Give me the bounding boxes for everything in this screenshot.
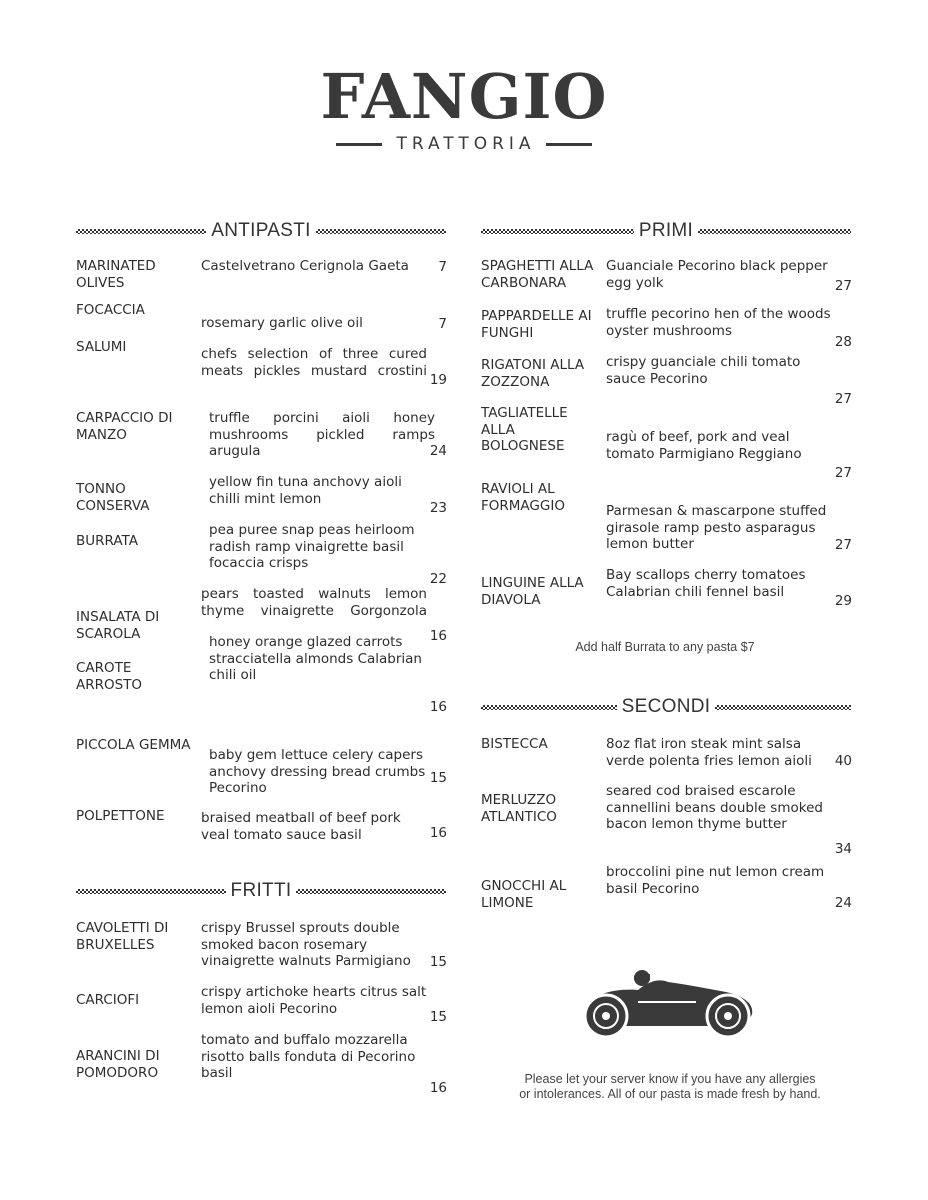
menu-item-description: broccolini pine nut lemon cream basil Pecorino [606, 864, 825, 897]
menu-item-price: 34 [834, 841, 852, 857]
allergy-note-line: Please let your server know if you have any allergies [524, 1072, 816, 1086]
menu-item-description: 8oz flat iron steak mint salsa verde polenta fries lemon aioli [606, 736, 812, 769]
menu-item-name: SPAGHETTI ALLA CARBONARA [481, 258, 594, 291]
menu-item-name: CARPACCIO DI MANZO [76, 410, 173, 443]
section-title: PRIMI [638, 220, 694, 241]
checkered-rule [481, 705, 617, 710]
menu-item-description: baby gem lettuce celery capers anchovy dressing bread crumbs Pecorino [209, 747, 426, 796]
menu-item-name: CAVOLETTI DI BRUXELLES [76, 920, 169, 953]
checkered-rule [76, 229, 206, 234]
menu-item-name: PICCOLA GEMMA [76, 737, 191, 753]
menu-item-price: 29 [834, 593, 852, 609]
menu-item-price: 27 [834, 278, 852, 294]
menu-item-name: SALUMI [76, 339, 127, 355]
brand-subtitle-row [0, 134, 928, 154]
menu-item-name: RAVIOLI AL FORMAGGIO [481, 481, 565, 514]
menu-item-description: crispy Brussel sprouts double smoked bacon rosemary vinaigrette walnuts Parmigiano [201, 920, 411, 969]
menu-item-price: 22 [429, 571, 447, 587]
menu-item-price: 16 [429, 628, 447, 644]
menu-item-description: crispy artichoke hearts citrus salt lemon aioli Pecorino [201, 984, 427, 1017]
menu-item-name: BURRATA [76, 533, 138, 549]
menu-item-description: rosemary garlic olive oil [201, 315, 363, 331]
menu-item-price: 27 [834, 465, 852, 481]
menu-item-description: chefs selection of three cured meats pickles mustard crostini [201, 346, 427, 379]
checkered-rule [76, 889, 226, 894]
menu-item-price: 24 [429, 443, 447, 459]
menu-item-name: CAROTE ARROSTO [76, 660, 143, 693]
section-header-secondi [481, 695, 851, 719]
menu-item-name: GNOCCHI AL LIMONE [481, 878, 567, 911]
checkered-rule [481, 229, 634, 234]
checkered-rule [296, 889, 446, 894]
menu-item-name: TONNO CONSERVA [76, 481, 150, 514]
menu-item-price: 16 [429, 699, 447, 715]
menu-item-name: RIGATONI ALLA ZOZZONA [481, 357, 585, 390]
menu-item-description: pea puree snap peas heirloom radish ramp vinaigrette basil focaccia crisps [209, 522, 415, 571]
section-header-fritti [76, 879, 446, 903]
menu-item-price: 7 [438, 259, 447, 275]
menu-item-price: 27 [834, 537, 852, 553]
section-header-antipasti [76, 219, 446, 243]
pasta-burrata-note: Add half Burrata to any pasta $7 [575, 640, 755, 654]
section-title: ANTIPASTI [211, 220, 311, 241]
menu-item-price: 7 [438, 316, 447, 332]
brand-subtitle: TRATTORIA [396, 134, 536, 154]
menu-item-description: tomato and buffalo mozzarella risotto balls fonduta di Pecorino basil [201, 1032, 416, 1081]
race-car-icon [576, 968, 756, 1042]
menu-item-description: seared cod braised escarole cannellini beans double smoked bacon lemon thyme butter [606, 783, 823, 832]
menu-item-price: 23 [429, 500, 447, 516]
checkered-rule [715, 705, 851, 710]
menu-item-price: 28 [834, 334, 852, 350]
menu-item-description: truffle pecorino hen of the woods oyster mushrooms [606, 306, 831, 339]
menu-item-price: 16 [429, 825, 447, 841]
menu-item-name: FOCACCIA [76, 302, 145, 318]
menu-item-price: 15 [429, 1009, 447, 1025]
menu-item-name: MARINATED OLIVES [76, 258, 156, 291]
checkered-rule [698, 229, 851, 234]
section-title: FRITTI [230, 880, 292, 901]
menu-item-name: MERLUZZO ATLANTICO [481, 792, 557, 825]
menu-item-description: Castelvetrano Cerignola Gaeta [201, 258, 409, 274]
menu-item-description: truffle porcini aioli honey mushrooms pickled ramps arugula [209, 410, 435, 459]
brand-name: FANGIO [320, 60, 608, 133]
checkered-rule [316, 229, 446, 234]
menu-item-price: 19 [429, 372, 447, 388]
menu-item-name: TAGLIATELLE ALLA BOLOGNESE [481, 405, 568, 454]
menu-item-description: braised meatball of beef pork veal tomato sauce basil [201, 810, 401, 843]
menu-item-name: PAPPARDELLE AI FUNGHI [481, 308, 592, 341]
menu-item-name: BISTECCA [481, 736, 548, 752]
menu-item-description: Bay scallops cherry tomatoes Calabrian chili fennel basil [606, 567, 806, 600]
menu-item-description: Parmesan & mascarpone stuffed girasole ramp pesto asparagus lemon butter [606, 503, 827, 552]
menu-item-description: Guanciale Pecorino black pepper egg yolk [606, 258, 828, 291]
menu-item-name: POLPETTONE [76, 808, 165, 824]
menu-item-description: pears toasted walnuts lemon thyme vinaigrette Gorgonzola [201, 586, 427, 619]
menu-item-price: 15 [429, 770, 447, 786]
section-header-primi [481, 219, 851, 243]
menu-item-description: honey orange glazed carrots stracciatella almonds Calabrian chili oil [209, 634, 422, 683]
allergy-note-line: or intolerances. All of our pasta is made fresh by hand. [519, 1087, 821, 1101]
brand-header [0, 62, 928, 154]
menu-item-name: LINGUINE ALLA DIAVOLA [481, 575, 584, 608]
menu-item-price: 15 [429, 954, 447, 970]
menu-item-price: 16 [429, 1080, 447, 1096]
brand-rule-left [336, 143, 382, 146]
menu-item-name: ARANCINI DI POMODORO [76, 1048, 160, 1081]
menu-item-price: 40 [834, 753, 852, 769]
menu-item-price: 27 [834, 391, 852, 407]
menu-item-name: INSALATA DI SCAROLA [76, 609, 160, 642]
brand-rule-right [546, 143, 592, 146]
menu-item-price: 24 [834, 895, 852, 911]
menu-item-description: crispy guanciale chili tomato sauce Pecorino [606, 354, 801, 387]
menu-item-name: CARCIOFI [76, 992, 140, 1008]
allergy-note [500, 1072, 840, 1102]
menu-item-description: ragù of beef, pork and veal tomato Parmigiano Reggiano [606, 429, 802, 462]
menu-item-description: yellow fin tuna anchovy aioli chilli mint lemon [209, 474, 402, 507]
section-title: SECONDI [621, 696, 711, 717]
